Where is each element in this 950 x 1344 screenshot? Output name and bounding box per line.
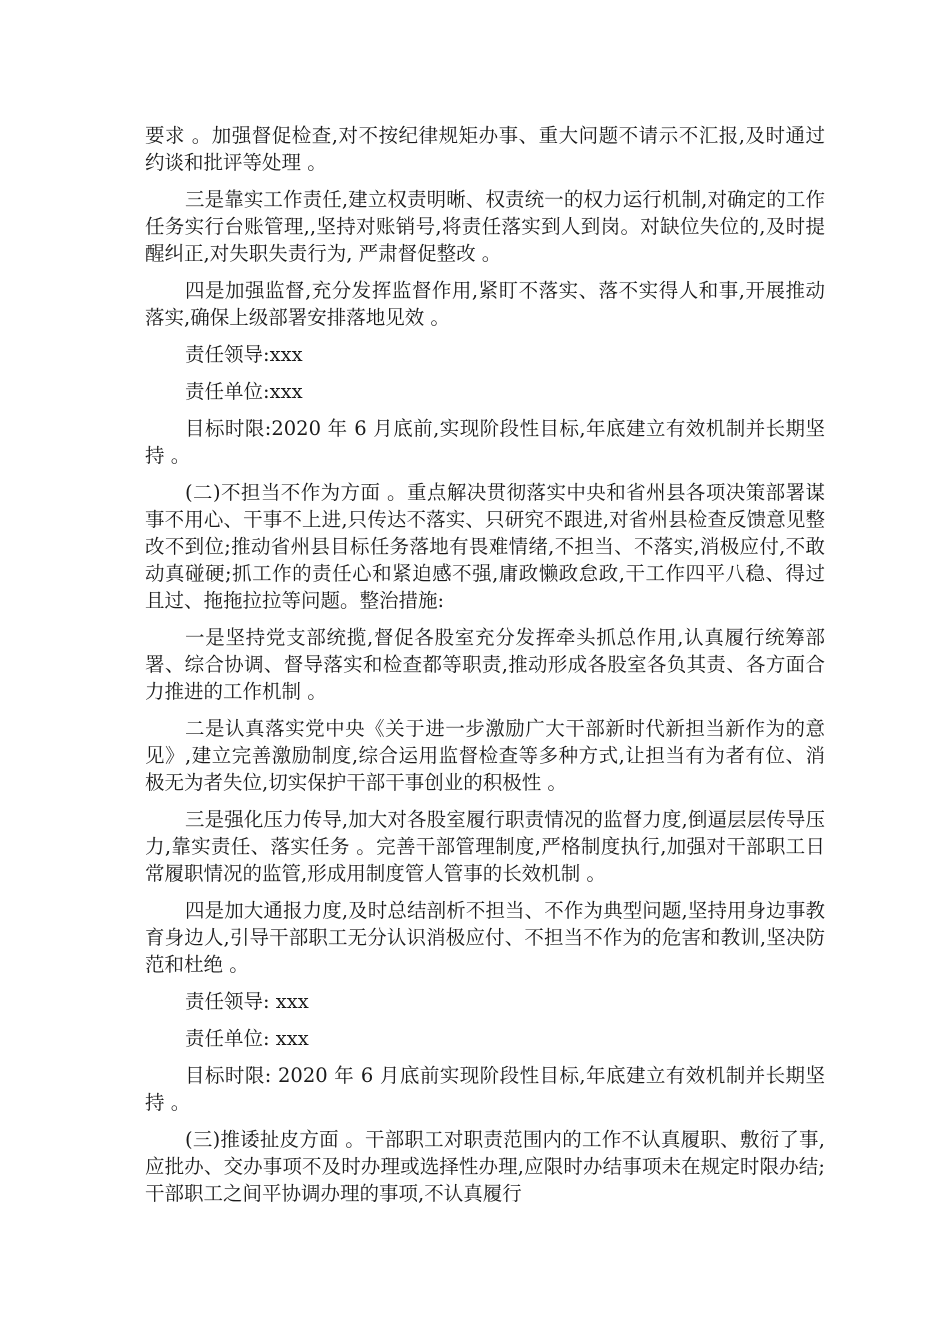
paragraph: 要求 。加强督促检查,对不按纪律规矩办事、重大问题不请示不汇报,及时通过约谈和批评等处理 。 [145, 124, 825, 174]
paragraph: 三是靠实工作责任,建立权责明晰、权责统一的权力运行机制,对确定的工作任务实行台账管理,,坚持对账销号,将责任落实到人到岗。对缺位失位的,及时提醒纠正,对失职失责行为, 严肃督促整改 。 [145, 188, 825, 265]
paragraph: 一是坚持党支部统揽,督促各股室充分发挥牵头抓总作用,认真履行统筹部署、综合协调、督导落实和检查都等职责,推动形成各股室各负其责、各方面合力推进的工作机制 。 [145, 626, 825, 703]
paragraph: 三是强化压力传导,加大对各股室履行职责情况的监督力度,倒逼层层传导压力,靠实责任、落实任务 。完善干部管理制度,严格制度执行,加强对干部职工日常履职情况的监管,形成用制度管人管事的长效机制 。 [145, 808, 825, 885]
paragraph: 二是认真落实党中央《关于进一步激励广大干部新时代新担当新作为的意见》,建立完善激励制度,综合运用监督检查等多种方式,让担当有为者有位、消极无为者失位,切实保护干部干事创业的积极性 。 [145, 717, 825, 794]
responsible-leader-line: 责任领导:xxx [185, 343, 303, 366]
responsible-unit-line: 责任单位: xxx [185, 1027, 309, 1050]
responsible-leader-line: 责任领导: xxx [185, 990, 309, 1013]
deadline-line: 目标时限: 2020 年 6 月底前实现阶段性目标,年底建立有效机制并长期坚持 。 [145, 1064, 825, 1114]
deadline-line: 目标时限:2020 年 6 月底前,实现阶段性目标,年底建立有效机制并长期坚持 。 [145, 417, 825, 467]
document-page [145, 122, 825, 1217]
section-heading-paragraph: (二)不担当不作为方面 。重点解决贯彻落实中央和省州县各项决策部署谋事不用心、干事不上进,只传达不落实、只研究不跟进,对省州县检查反馈意见整改不到位;推动省州县目标任务落地有畏难情绪,不担当、不落实,消极应付,不敢动真碰硬;抓工作的责任心和紧迫感不强,庸政懒政怠政,干工作四平八稳、得过且过、拖拖拉拉等问题。整治措施: [145, 481, 825, 612]
section-heading-paragraph: (三)推诿扯皮方面 。干部职工对职责范围内的工作不认真履职、敷衍了事,应批办、交办事项不及时办理或选择性办理,应限时办结事项未在规定时限办结;干部职工之间平协调办理的事项,不认真履行 [145, 1128, 825, 1205]
responsible-unit-line: 责任单位:xxx [185, 380, 303, 403]
paragraph: 四是加大通报力度,及时总结剖析不担当、不作为典型问题,坚持用身边事教育身边人,引导干部职工无分认识消极应付、不担当不作为的危害和教训,坚决防范和杜绝 。 [145, 899, 825, 976]
paragraph: 四是加强监督,充分发挥监督作用,紧盯不落实、落不实得人和事,开展推动落实,确保上级部署安排落地见效 。 [145, 279, 825, 329]
